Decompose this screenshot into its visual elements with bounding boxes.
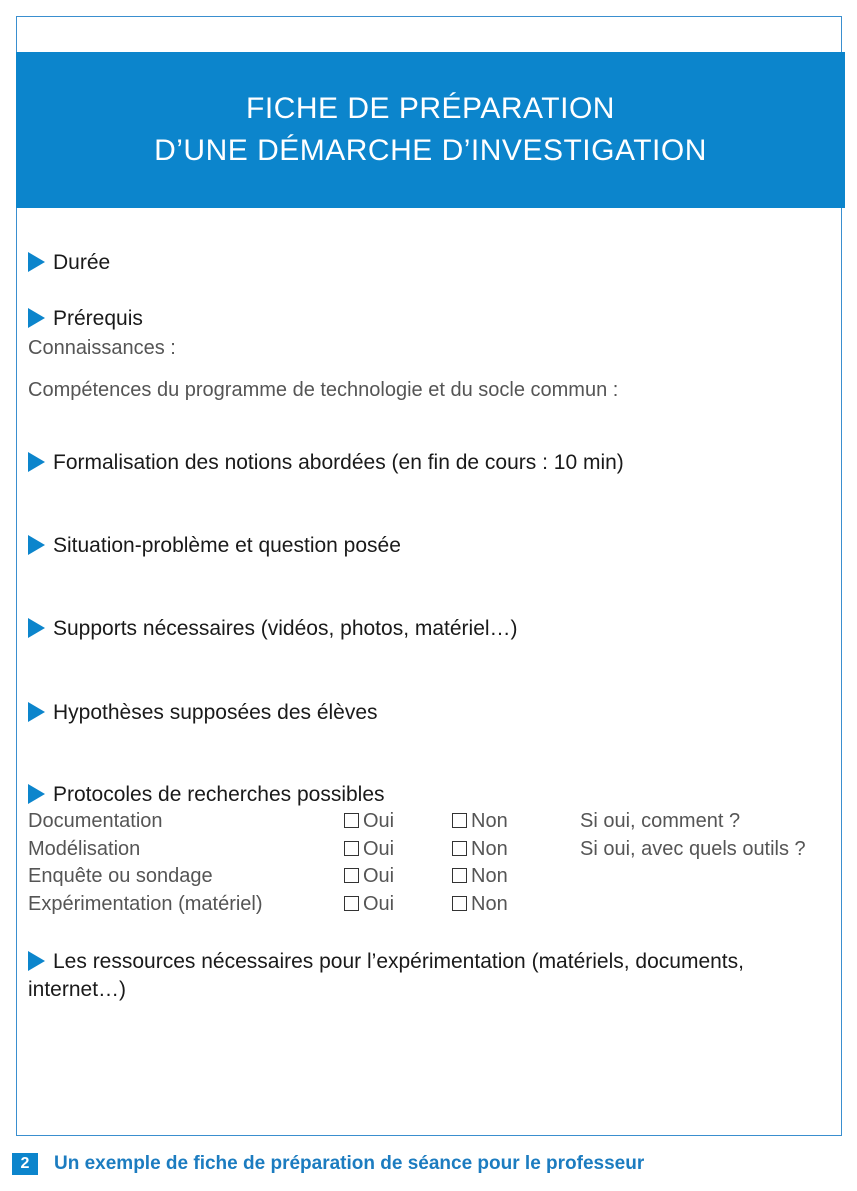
oui-label: Oui	[363, 810, 395, 832]
checkbox-icon[interactable]	[344, 896, 359, 911]
connaissances-label: Connaissances :	[28, 337, 176, 359]
protocol-label: Enquête ou sondage	[28, 865, 213, 887]
checkbox-icon[interactable]	[452, 841, 467, 856]
heading-prerequis	[28, 305, 143, 333]
non-option[interactable]	[452, 865, 508, 888]
non-label: Non	[471, 810, 508, 832]
heading-formalisation	[28, 449, 624, 477]
heading-prerequis-label: Prérequis	[53, 307, 143, 330]
triangle-bullet-icon	[28, 702, 45, 722]
heading-protocoles	[28, 781, 385, 809]
checkbox-icon[interactable]	[344, 841, 359, 856]
heading-hypotheses-label: Hypothèses supposées des élèves	[53, 701, 378, 724]
oui-label: Oui	[363, 865, 395, 887]
non-option[interactable]	[452, 893, 508, 916]
heading-situation-label: Situation-problème et question posée	[53, 534, 401, 557]
title-line-1: FICHE DE PRÉPARATION	[246, 92, 615, 125]
heading-formalisation-label: Formalisation des notions abordées (en fin de cours : 10 min)	[53, 451, 624, 474]
triangle-bullet-icon	[28, 784, 45, 804]
non-label: Non	[471, 893, 508, 915]
heading-hypotheses	[28, 699, 378, 727]
oui-option[interactable]	[344, 810, 394, 833]
competences-label: Compétences du programme de technologie et du socle commun :	[28, 379, 619, 401]
oui-label: Oui	[363, 838, 395, 860]
title-line-2: D’UNE DÉMARCHE D’INVESTIGATION	[154, 134, 707, 167]
protocol-label: Expérimentation (matériel)	[28, 893, 263, 915]
heading-duree-label: Durée	[53, 251, 111, 274]
checkbox-icon[interactable]	[452, 896, 467, 911]
heading-protocoles-label: Protocoles de recherches possibles	[53, 783, 385, 806]
heading-ressources-label: Les ressources nécessaires pour l’expérimentation (matériels, documents, internet…)	[28, 950, 744, 1001]
protocol-label: Documentation	[28, 810, 163, 832]
checkbox-icon[interactable]	[344, 813, 359, 828]
protocol-row	[28, 838, 838, 865]
title-banner	[16, 52, 845, 208]
oui-option[interactable]	[344, 865, 394, 888]
protocol-note: Si oui, avec quels outils ?	[580, 838, 806, 860]
heading-ressources	[28, 948, 833, 1004]
triangle-bullet-icon	[28, 452, 45, 472]
non-label: Non	[471, 838, 508, 860]
oui-label: Oui	[363, 893, 395, 915]
heading-supports-label: Supports nécessaires (vidéos, photos, matériel…)	[53, 617, 518, 640]
checkbox-icon[interactable]	[452, 868, 467, 883]
triangle-bullet-icon	[28, 618, 45, 638]
protocol-label: Modélisation	[28, 838, 141, 860]
heading-supports	[28, 615, 518, 643]
non-label: Non	[471, 865, 508, 887]
protocol-row	[28, 865, 838, 892]
triangle-bullet-icon	[28, 308, 45, 328]
triangle-bullet-icon	[28, 252, 45, 272]
oui-option[interactable]	[344, 893, 394, 916]
oui-option[interactable]	[344, 838, 394, 861]
non-option[interactable]	[452, 810, 508, 833]
heading-situation	[28, 532, 401, 560]
page-footer	[12, 1150, 644, 1178]
non-option[interactable]	[452, 838, 508, 861]
footer-caption: Un exemple de fiche de préparation de séance pour le professeur	[54, 1153, 645, 1174]
triangle-bullet-icon	[28, 951, 45, 971]
checkbox-icon[interactable]	[344, 868, 359, 883]
protocol-note: Si oui, comment ?	[580, 810, 741, 832]
protocol-row	[28, 893, 838, 920]
checkbox-icon[interactable]	[452, 813, 467, 828]
figure-number-badge: 2	[12, 1153, 38, 1175]
protocol-row	[28, 810, 838, 837]
heading-duree	[28, 249, 110, 277]
triangle-bullet-icon	[28, 535, 45, 555]
